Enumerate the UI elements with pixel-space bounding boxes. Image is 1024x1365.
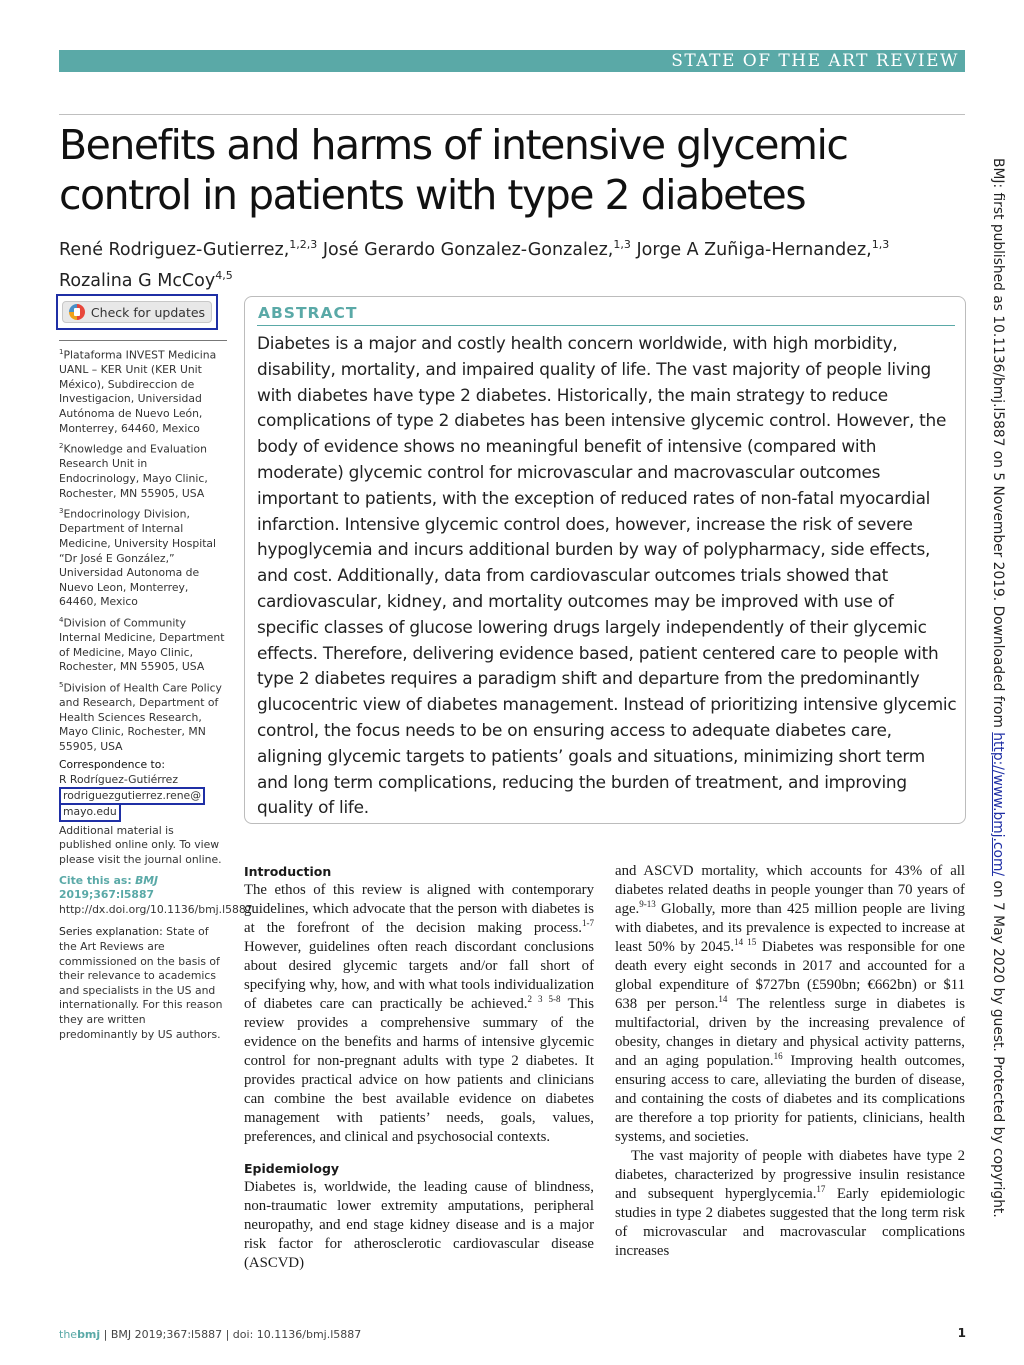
- email-line: mayo.edu: [63, 805, 117, 819]
- footer-logo-bmj: bmj: [77, 1328, 101, 1341]
- affiliation-number: 5: [59, 680, 64, 689]
- author-affiliation: 4,5: [215, 268, 233, 282]
- citation-ref: 14: [718, 994, 728, 1005]
- affiliation-number: 4: [59, 615, 64, 624]
- affiliation-item: [59, 678, 227, 755]
- affiliation-number: 2: [59, 442, 64, 451]
- text-run: The relentless surge in diabetes is multifactorial, driven by the increasing prevalence of obesity, changes in dietary and physical activity patterns, and an aging population.: [615, 996, 966, 1069]
- intro-paragraph: [244, 881, 594, 1147]
- text-run: Globally, more than 425 million people are living with diabetes, and its prevalence is expected to increase at least 50% by 2045.: [615, 901, 965, 955]
- body-column-right: [615, 862, 965, 1261]
- affiliation-item: [59, 439, 227, 501]
- author-affiliation: 1,3: [871, 238, 890, 251]
- footer-logo-the: the: [59, 1328, 78, 1341]
- citation-ref: 17: [816, 1184, 826, 1195]
- affiliation-text: Plataforma INVEST Medicina UANL – KER Unit (KER Unit México), Subdireccion de Investigacion, Universidad Autónoma de Nuevo León, Monterrey, 64460, Mexico: [59, 348, 217, 435]
- footer-citation: | BMJ 2019;367:l5887 | doi: 10.1136/bmj.l5887: [100, 1328, 362, 1341]
- body-column-left: [244, 862, 594, 1273]
- series-explanation: [59, 925, 227, 1042]
- author-affiliation: 1,3: [613, 238, 631, 251]
- article-title: Benefits and harms of intensive glycemic control in patients with type 2 diabetes: [59, 121, 848, 219]
- text-run: The ethos of this review is aligned with contemporary guidelines, which advocate that the person with diabetes is at the forefront of the decision making process.: [244, 882, 594, 936]
- affiliation-text: Knowledge and Evaluation Research Unit in Endocrinology, Mayo Clinic, Rochester, MN 55905, USA: [59, 442, 208, 500]
- author-name: Rozalina G McCoy: [59, 270, 216, 291]
- correspondence-email-link-cont[interactable]: [59, 803, 121, 822]
- check-updates-label: Check for updates: [90, 304, 206, 320]
- correspondence-name: R Rodríguez-Gutiérrez: [59, 773, 178, 786]
- text-run: Improving health outcomes, ensuring access to care, alleviating the burden of disease, and containing the costs of diabetes and its complications are therefore a top priority for patients, clinicians, health systems, and societies.: [615, 1053, 965, 1145]
- email-line: rodriguezgutierrez.rene@: [63, 788, 201, 802]
- citation-ref: 9-13: [639, 899, 656, 910]
- page-footer: [59, 1328, 361, 1341]
- cite-as: [59, 873, 253, 918]
- page-number: 1: [957, 1326, 966, 1340]
- cite-ref: 2019;367:l5887: [59, 888, 154, 902]
- cite-doi-link[interactable]: http://dx.doi.org/10.1136/bmj.l5887: [59, 902, 253, 916]
- check-updates-button[interactable]: [56, 294, 218, 330]
- series-label: Series explanation:: [59, 925, 163, 939]
- author-affiliation: 1,2,3: [289, 238, 318, 251]
- affiliation-number: 3: [59, 507, 64, 516]
- author-name: Jorge A Zuñiga-Hernandez,: [636, 239, 872, 260]
- correspondence-label: Correspondence to:: [59, 758, 165, 772]
- abstract-text: Diabetes is a major and costly health concern worldwide, with high morbidity, disability, mortality, and impaired quality of life. The vast majority of people living with diabetes have type 2 diabetes. Historically, the main strategy to reduce complications of type 2 diabetes has been intensive glycemic control. However, the body of evidence shows no meaningful benefit of intensive (compared with moderate) glycemic control for microvascular and macrovascular outcomes important to patients, with the exception of reduced rates of non-fatal myocardial infarction. Intensive glycemic control does, however, increase the risk of severe hypoglycemia and incurs additional burden by way of polypharmacy, side effects, and cost. Additionally, data from cardiovascular outcomes trials showed that cardiovascular, kidney, and mortality outcomes may be improved with use of specific classes of glucose lowering drugs largely independently of their glycemic effects. Therefore, delivering evidence based, patient centered care to people with type 2 diabetes requires a paradigm shift and departure from the predominantly glucocentric view of diabetes management. Instead of prioritizing intensive glycemic control, the focus needs to be on ensuring access to adequate diabetes care, aligning glycemic targets to patients’ goals and situations, minimizing short term and long term complications, reducing the burden of treatment, and improving quality of life.: [257, 333, 957, 818]
- section-heading-introduction: Introduction: [244, 864, 332, 879]
- abstract-heading: ABSTRACT: [258, 304, 358, 322]
- epidemiology-paragraph-cont: [615, 862, 965, 1147]
- text-run: Diabetes was responsible for one death every eight seconds in 2017 and accounted for a global expenditure of $727bn (£590bn; €662bn) or $11 638 per person.: [615, 939, 965, 1012]
- section-heading-epidemiology: Epidemiology: [244, 1161, 340, 1176]
- affiliation-item: [59, 504, 227, 610]
- text-run: and ASCVD mortality, which accounts for 43% of all diabetes related deaths in people younger than 70 years of age.: [615, 863, 965, 917]
- author-name: René Rodriguez-Gutierrez,: [59, 239, 290, 260]
- epidemiology-paragraph: Diabetes is, worldwide, the leading cause of blindness, non-traumatic lower extremity amputations, peripheral neuropathy, and end stage kidney disease and is a major risk factor for atherosclerotic cardiovascular disease (ASCVD): [244, 1179, 594, 1271]
- affiliation-text: Division of Community Internal Medicine, Department of Medicine, Mayo Clinic, Rochester, MN 55905, USA: [59, 616, 225, 674]
- affiliation-text: Endocrinology Division, Department of Internal Medicine, University Hospital “Dr José E González,” Universidad Autonoma de Nuevo Leon, Monterrey, 64460, Mexico: [59, 507, 217, 609]
- correspondence: [59, 758, 227, 820]
- section-banner: [59, 50, 965, 72]
- cite-journal: BMJ: [135, 873, 159, 887]
- citation-ref: 16: [773, 1051, 783, 1062]
- text-run: The vast majority of people with diabetes have type 2 diabetes, characterized by progressive insulin resistance and subsequent hyperglycemia.: [615, 1148, 965, 1202]
- header-rule: [59, 114, 965, 115]
- type2-paragraph: [615, 1147, 965, 1261]
- sidebar: [59, 340, 253, 1045]
- abstract-rule: [257, 325, 955, 326]
- sidebar-rule: [59, 340, 227, 341]
- additional-material-note: Additional material is published online only. To view please visit the journal online.: [59, 823, 222, 866]
- abstract-box: [244, 296, 966, 824]
- series-text: State of the Art Reviews are commissioned on the basis of their relevance to academics and specialists in the US and internationally. For this reason they are written predominantly by US authors.: [59, 925, 223, 1041]
- affiliation-text: Division of Health Care Policy and Research, Department of Health Sciences Research, Mayo Clinic, Rochester, MN 55905, USA: [59, 681, 222, 753]
- citation-ref: 2 3 5-8: [527, 994, 561, 1005]
- affiliation-number: 1: [59, 348, 64, 356]
- cite-label: Cite this as:: [59, 873, 132, 887]
- author-name: José Gerardo Gonzalez-Gonzalez,: [322, 239, 614, 260]
- bmj-site-link[interactable]: http://www.bmj.com/: [990, 732, 1006, 877]
- side-note-text: on 7 May 2020 by guest. Protected by copyright.: [990, 876, 1006, 1218]
- text-run: Early epidemiologic studies in type 2 diabetes suggested that the long term risk of microvascular and macrovascular complications increases: [615, 1186, 965, 1259]
- check-updates-badge: [62, 301, 212, 323]
- bookmark-icon: [69, 304, 85, 320]
- affiliation-item: [59, 613, 227, 675]
- author-list: [59, 232, 959, 294]
- text-run: However, guidelines often reach discordant conclusions about desired glycemic targets and/or fall short of specifying why, how, and with what tools individualization of diabetes care can practically be achieved.: [244, 939, 594, 1012]
- citation-ref: 1-7: [582, 918, 594, 929]
- copyright-side-note: [990, 158, 1006, 1218]
- affiliation-item: [59, 345, 227, 436]
- text-run: This review provides a comprehensive summary of the evidence on the benefits and harms of intensive glycemic control for non-pregnant adults with type 2 diabetes. It provides practical advice on how patients and clinicians can combine the best available evidence on diabetes management with patients’ needs, goals, values, preferences, and clinical and psychosocial contexts.: [244, 996, 594, 1145]
- side-note-text: BMJ: first published as 10.1136/bmj.l5887 on 5 November 2019. Downloaded from: [990, 158, 1006, 733]
- banner-label: STATE OF THE ART REVIEW: [671, 51, 959, 71]
- citation-ref: 14 15: [734, 937, 757, 948]
